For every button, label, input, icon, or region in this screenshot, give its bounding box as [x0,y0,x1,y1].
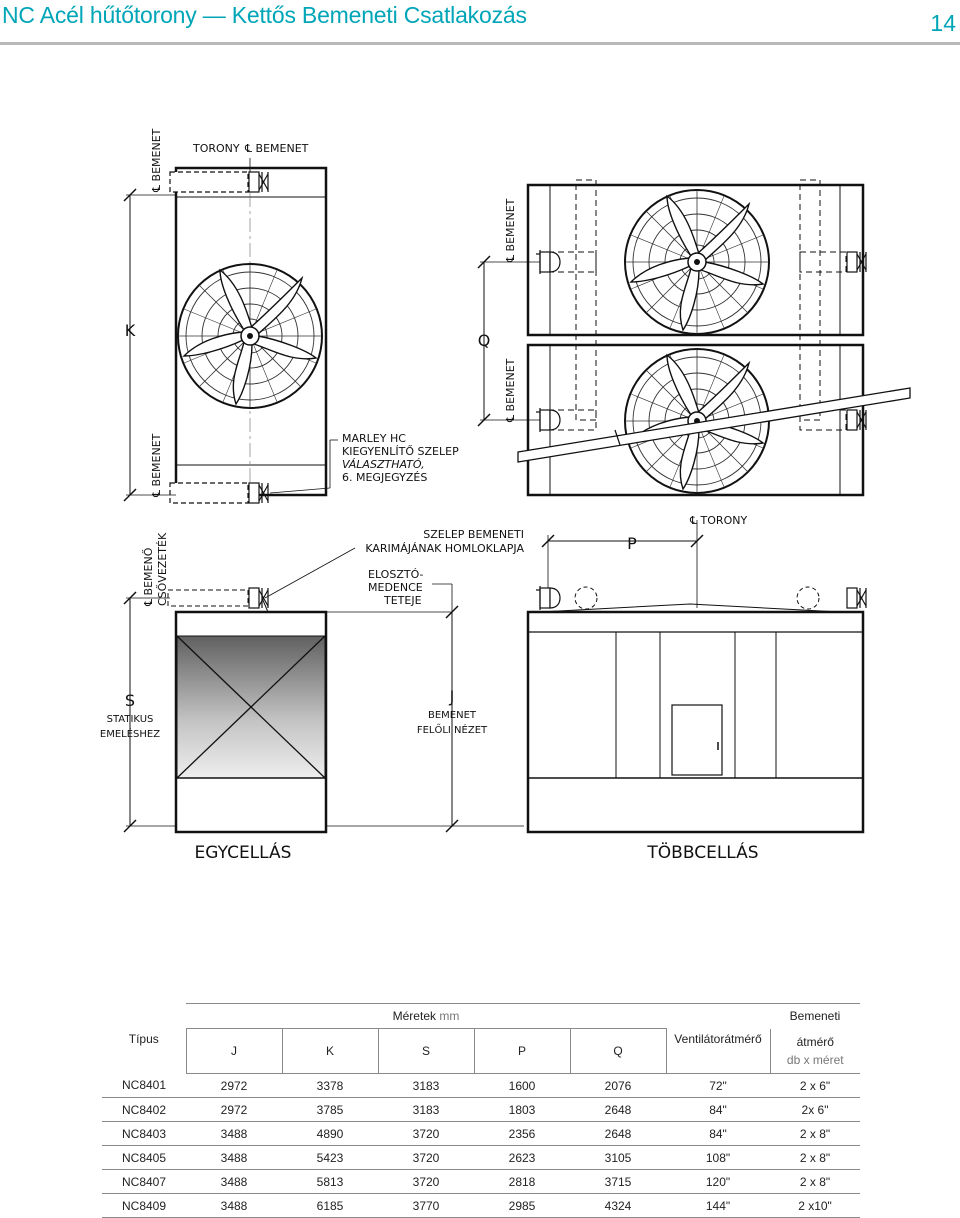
table-row [102,1194,860,1218]
single-cell-elevation [100,528,525,863]
cell-p: 2818 [474,1170,570,1194]
eloszto-note: ELOSZTÓ- [368,568,424,581]
cell-tipus: NC8402 [102,1098,186,1122]
cell-bemeneti: 2 x10" [770,1194,860,1218]
bemeneti-atmero: átmérő [796,1034,834,1049]
cl-bemeno-label: ℄ BEMENŐ [142,547,155,606]
cell-p: 2623 [474,1146,570,1170]
marley-note: KIEGYENLÍTŐ SZELEP [342,445,459,458]
cell-k: 3378 [282,1074,378,1098]
col-ventilator: Ventilátorátmérő [666,1004,770,1074]
cl-bemenet-label: ℄ BEMENET [150,433,163,497]
cell-q: 3105 [570,1146,666,1170]
cell-s: 3183 [378,1098,474,1122]
statikus-label: EMELÉSHEZ [99,729,161,740]
bemenet-label: BEMENET [427,710,477,721]
marley-note: VÁLASZTHATÓ, [342,458,425,471]
cell-ventilator: 108" [666,1146,770,1170]
cell-s: 3720 [378,1146,474,1170]
dim-k-label: K [124,321,136,340]
table-row [102,1122,860,1146]
cell-ventilator: 120" [666,1170,770,1194]
cell-q: 4324 [570,1194,666,1218]
cl-torony-label: ℄ TORONY [690,514,748,527]
cell-ventilator: 84" [666,1122,770,1146]
cell-q: 2076 [570,1074,666,1098]
cell-j: 2972 [186,1098,282,1122]
cell-s: 3183 [378,1074,474,1098]
col-k: K [282,1029,378,1074]
cell-k: 4890 [282,1122,378,1146]
cl-bemenet-label: ℄ BEMENET [150,128,163,192]
cell-tipus: NC8407 [102,1170,186,1194]
col-tipus: Típus [128,1031,159,1046]
eloszto-note: TETEJE [384,594,422,607]
cell-q: 2648 [570,1098,666,1122]
dim-p-label: P [627,534,637,553]
cell-tipus: NC8405 [102,1146,186,1170]
cl-bemenet-top-label: ℄ BEMENET [245,142,309,155]
cell-q: 2648 [570,1122,666,1146]
cell-tipus: NC8403 [102,1122,186,1146]
dim-q-label: Q [477,331,491,350]
egycellas-caption: EGYCELLÁS [194,843,292,863]
cell-s: 3720 [378,1170,474,1194]
cell-k: 5813 [282,1170,378,1194]
cell-j: 3488 [186,1122,282,1146]
cell-k: 5423 [282,1146,378,1170]
table-row [102,1074,860,1098]
cell-ventilator: 72" [666,1074,770,1098]
cell-s: 3720 [378,1122,474,1146]
table-row [102,1098,860,1122]
marley-note: MARLEY HC [342,432,406,445]
tobbcellas-caption: TÖBBCELLÁS [647,843,759,863]
single-cell-plan-view [124,128,459,503]
cell-tipus: NC8401 [102,1074,186,1098]
col-meretek [186,1004,666,1029]
cell-k: 6185 [282,1194,378,1218]
table-row [102,1146,860,1170]
marley-note: 6. MEGJEGYZÉS [342,471,428,484]
cell-bemeneti: 2 x 6" [770,1074,860,1098]
col-j: J [186,1029,282,1074]
cl-bemenet-label: ℄ BEMENET [504,358,517,422]
col-q: Q [570,1029,666,1074]
cell-j: 2972 [186,1074,282,1098]
bemenet-label: FELŐLI NÉZET [416,725,488,736]
mm-unit: mm [439,1009,460,1023]
dim-s-label: S [124,691,136,710]
col-bemeneti: Bemeneti [770,1004,860,1029]
cell-k: 3785 [282,1098,378,1122]
cell-p: 2985 [474,1194,570,1218]
page-number: 14 [930,10,956,36]
page-title: NC Acél hűtőtorony — Kettős Bemeneti Csatlakozás [2,2,527,28]
bemeneti-db: db x méret [786,1052,844,1067]
cell-q: 3715 [570,1170,666,1194]
cell-bemeneti: 2 x 8" [770,1122,860,1146]
cell-p: 2356 [474,1122,570,1146]
cell-j: 3488 [186,1194,282,1218]
meretek-label: Méretek [392,1009,436,1023]
szelep-note: KARIMÁJÁNAK HOMLOKLAPJA [365,542,524,555]
cell-bemeneti: 2 x 8" [770,1170,860,1194]
table-body [102,1074,860,1218]
statikus-label: STATIKUS [106,714,154,725]
cl-bemenet-label: ℄ BEMENET [504,198,517,262]
eloszto-note: MEDENCE [368,581,423,594]
szelep-note: SZELEP BEMENETI [423,528,524,541]
cell-tipus: NC8409 [102,1194,186,1218]
technical-drawing [0,48,960,878]
cell-p: 1600 [474,1074,570,1098]
cl-bemeno-label: CSŐVEZETÉK [156,532,169,606]
cell-j: 3488 [186,1170,282,1194]
col-p: P [474,1029,570,1074]
cell-p: 1803 [474,1098,570,1122]
cell-ventilator: 84" [666,1098,770,1122]
cell-ventilator: 144" [666,1194,770,1218]
torony-label: TORONY [193,142,240,155]
table-row [102,1170,860,1194]
cell-bemeneti: 2 x 8" [770,1146,860,1170]
cell-s: 3770 [378,1194,474,1218]
cell-j: 3488 [186,1146,282,1170]
col-s: S [378,1029,474,1074]
col-bemeneti-sub [770,1029,860,1074]
cell-bemeneti: 2x 6" [770,1098,860,1122]
multi-cell-elevation [528,514,866,863]
multi-cell-plan-view [478,180,910,495]
dimensions-table [102,1003,860,1218]
dim-j-label: J [449,687,455,706]
page-header [0,0,960,45]
